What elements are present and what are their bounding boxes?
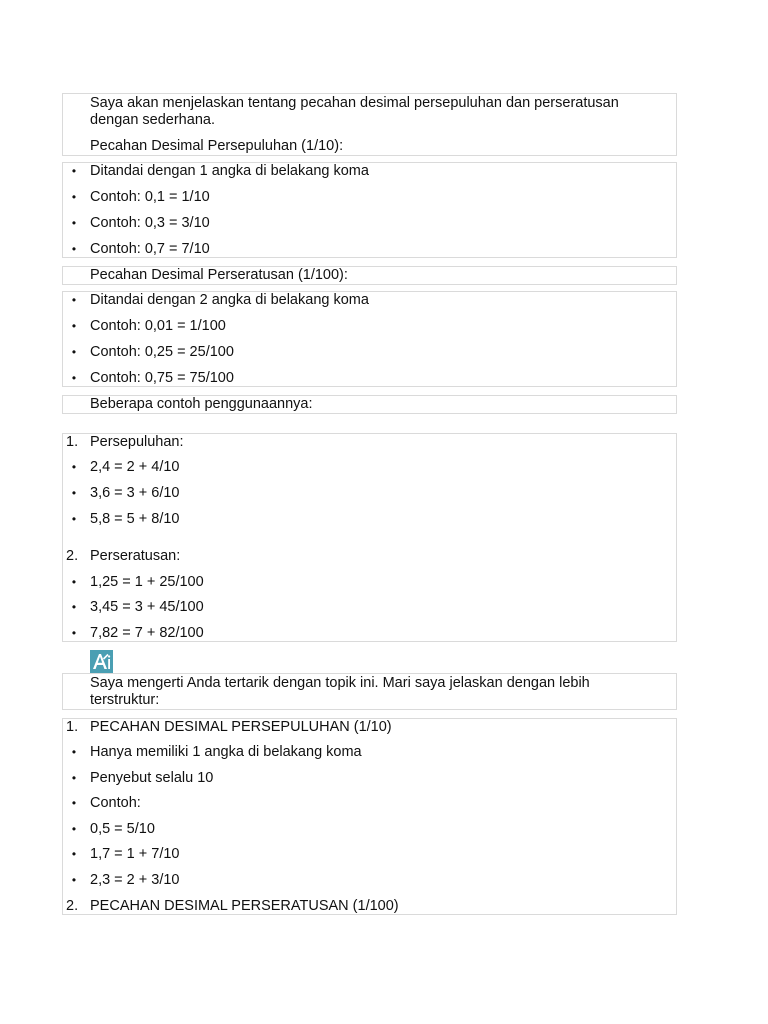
list-item — [62, 596, 677, 618]
numbered-item-text: PECAHAN DESIMAL PERSERATUSAN (1/100) — [90, 898, 399, 914]
list-item-text: 1,25 = 1 + 25/100 — [90, 574, 204, 590]
list-item — [62, 212, 677, 234]
list-item-text: 3,6 = 3 + 6/10 — [90, 485, 180, 501]
numbered-item — [62, 545, 677, 567]
bullet: • — [71, 771, 77, 785]
numbered-item — [62, 716, 677, 738]
list-item-text: Contoh: 0,3 = 3/10 — [90, 215, 210, 231]
list-item-text: 5,8 = 5 + 8/10 — [90, 511, 180, 527]
bullet: • — [71, 242, 77, 256]
list-item — [62, 843, 677, 865]
list-item-text: Contoh: 0,1 = 1/10 — [90, 189, 210, 205]
list-item — [62, 160, 677, 182]
list-item-text: 1,7 = 1 + 7/10 — [90, 846, 180, 862]
item-number: 2. — [66, 898, 79, 914]
list-item — [62, 341, 677, 363]
list-item-text: 2,3 = 2 + 3/10 — [90, 872, 180, 888]
list-item-text: Contoh: 0,7 = 7/10 — [90, 241, 210, 257]
list-item-text: 7,82 = 7 + 82/100 — [90, 625, 204, 641]
numbered-item-text: PECAHAN DESIMAL PERSEPULUHAN (1/10) — [90, 719, 392, 735]
list-item — [62, 741, 677, 763]
list-item-text: Hanya memiliki 1 angka di belakang koma — [90, 744, 362, 760]
list-item-text: Contoh: — [90, 795, 141, 811]
list-item — [62, 289, 677, 311]
list-item — [62, 622, 677, 644]
list-item — [62, 186, 677, 208]
bullet: • — [71, 164, 77, 178]
bullet: • — [71, 486, 77, 500]
intro-text: Saya akan menjelaskan tentang pecahan desimal persepuluhan dan perseratusan dengan sederhana. — [90, 95, 619, 128]
bullet: • — [71, 822, 77, 836]
list-item-text: 0,5 = 5/10 — [90, 821, 155, 837]
list-item — [62, 767, 677, 789]
item-number: 1. — [66, 434, 79, 450]
bullet: • — [71, 216, 77, 230]
list-item — [62, 869, 677, 891]
bullet: • — [71, 371, 77, 385]
hundredths-heading: Pecahan Desimal Perseratusan (1/100): — [90, 267, 348, 283]
list-item — [62, 508, 677, 530]
item-number: 2. — [66, 548, 79, 564]
list-item-text: Penyebut selalu 10 — [90, 770, 214, 786]
list-item — [62, 367, 677, 389]
bullet: • — [71, 626, 77, 640]
numbered-item — [62, 895, 677, 917]
list-item-text: Ditandai dengan 2 angka di belakang koma — [90, 292, 369, 308]
bullet: • — [71, 345, 77, 359]
list-item-text: Contoh: 0,01 = 1/100 — [90, 318, 226, 334]
list-item — [62, 238, 677, 260]
bullet: • — [71, 293, 77, 307]
list-item — [62, 315, 677, 337]
list-item — [62, 456, 677, 478]
bullet: • — [71, 600, 77, 614]
list-item-text: Ditandai dengan 1 angka di belakang koma — [90, 163, 369, 179]
list-item — [62, 571, 677, 593]
list-item-text: Contoh: 0,25 = 25/100 — [90, 344, 234, 360]
tenths-heading: Pecahan Desimal Persepuluhan (1/10): — [90, 138, 344, 154]
bullet: • — [71, 873, 77, 887]
list-item-text: 3,45 = 3 + 45/100 — [90, 599, 204, 615]
bullet: • — [71, 190, 77, 204]
bullet: • — [71, 319, 77, 333]
bullet: • — [71, 745, 77, 759]
list-item-text: Contoh: 0,75 = 75/100 — [90, 370, 234, 386]
bullet: • — [71, 796, 77, 810]
list-item-text: 2,4 = 2 + 4/10 — [90, 459, 180, 475]
numbered-item — [62, 431, 677, 453]
numbered-item-text: Persepuluhan: — [90, 434, 184, 450]
ai-response-intro: Saya mengerti Anda tertarik dengan topik ini. Mari saya jelaskan dengan lebih terstruktur: — [90, 675, 590, 708]
numbered-item-text: Perseratusan: — [90, 548, 181, 564]
bullet: • — [71, 575, 77, 589]
item-number: 1. — [66, 719, 79, 735]
bullet: • — [71, 847, 77, 861]
usage-heading: Beberapa contoh penggunaannya: — [90, 396, 313, 412]
list-item — [62, 818, 677, 840]
bullet: • — [71, 460, 77, 474]
list-item — [62, 482, 677, 504]
ai-assistant-icon — [90, 650, 113, 673]
list-item — [62, 792, 677, 814]
bullet: • — [71, 512, 77, 526]
